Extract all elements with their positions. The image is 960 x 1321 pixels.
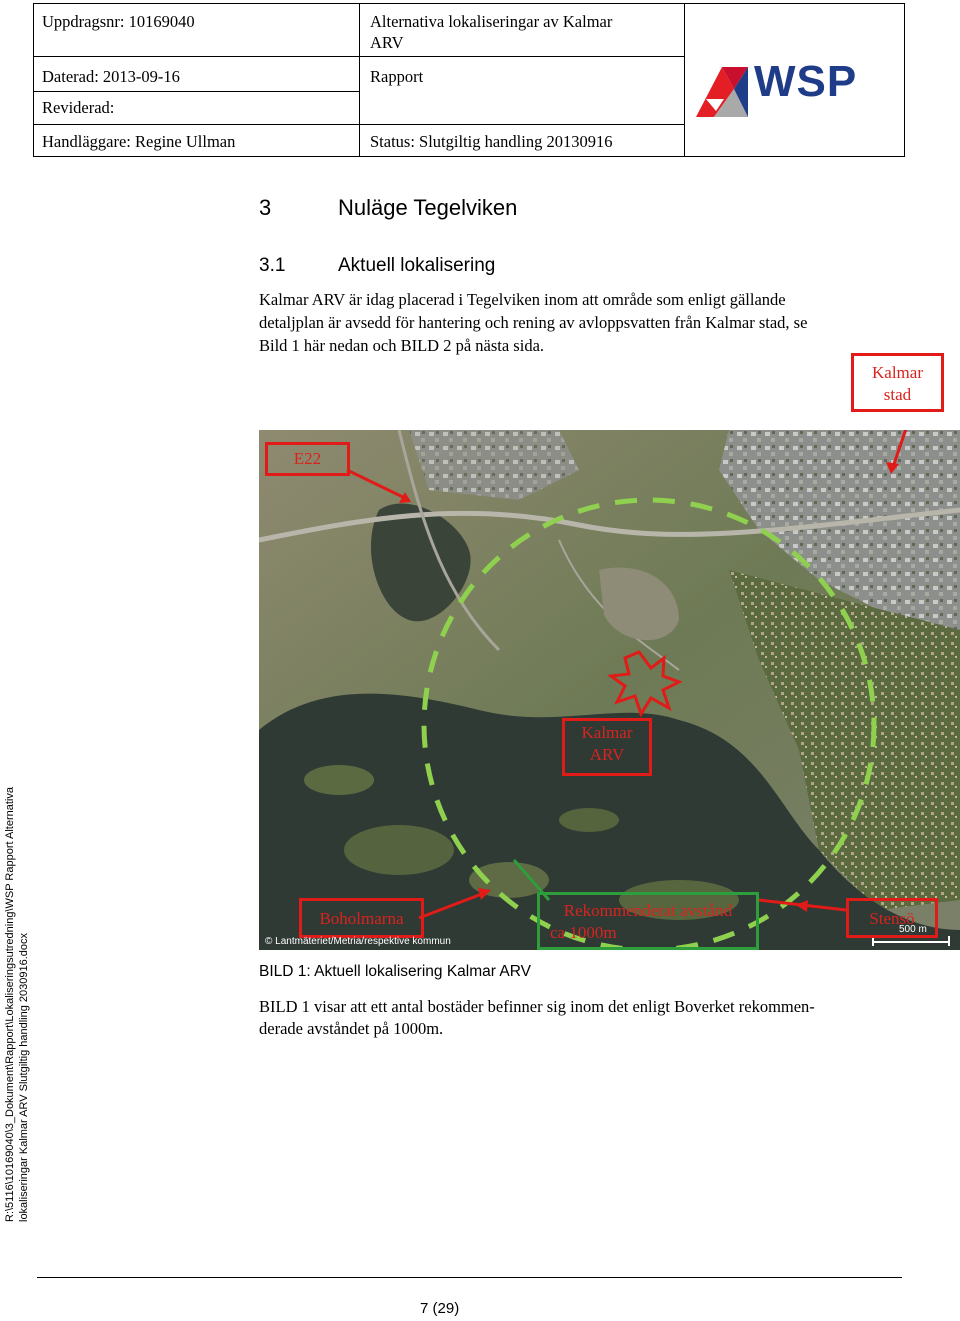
kalmar-arv-label-line: Kalmar (581, 723, 633, 742)
e22-label: E22 (293, 449, 322, 468)
file-path-line: lokaliseringar Kalmar ARV Slutgiltig handling 2030916.docx (18, 932, 30, 1222)
aerial-photo (259, 430, 960, 950)
header-divider (684, 4, 685, 156)
heading-1 (259, 195, 518, 221)
figure-caption: BILD 1: Aktuell lokalisering Kalmar ARV (259, 963, 531, 980)
wsp-logo-text: WSP (754, 57, 858, 106)
daterad: Daterad: 2013-09-16 (42, 67, 180, 86)
file-path-line: R:\5116\10169040\3_Dokument\Rapport\Lokaliseringsutredning\WSP Rapport Alternativa (4, 787, 16, 1222)
intro-line: detaljplan är avsedd för hantering och rening av avloppsvatten från Kalmar stad, se (259, 313, 808, 332)
intro-line: Kalmar ARV är idag placerad i Tegelviken inom att område som enligt gällande (259, 290, 786, 309)
report-title-line1: Alternativa lokaliseringar av Kalmar (370, 12, 613, 31)
rekommenderat-label-line: Rekommenderat avstånd (563, 901, 733, 920)
wsp-logo (694, 59, 869, 119)
conclusion-line: BILD 1 visar att ett antal bostäder befinner sig inom det enligt Boverket rekommen- (259, 997, 815, 1016)
header-divider (34, 91, 359, 92)
heading-2-text: Aktuell lokalisering (338, 255, 496, 276)
page-number: 7 (29) (420, 1300, 460, 1317)
heading-2 (259, 255, 496, 277)
status: Status: Slutgiltig handling 20130916 (370, 132, 613, 151)
kalmar-stad-label-line: stad (883, 385, 912, 404)
map-copyright: © Lantmäteriet/Metria/respektive kommun (265, 936, 451, 947)
rekommenderat-label (537, 900, 759, 944)
report-title-line2: ARV (370, 33, 404, 52)
kalmar-stad-label-line: Kalmar (872, 363, 923, 382)
footer-rule (37, 1277, 902, 1278)
heading-2-number: 3.1 (259, 255, 286, 276)
reviderad: Reviderad: (42, 98, 115, 117)
header-divider (359, 4, 360, 156)
stenso-label: Stensö (869, 909, 915, 928)
kalmar-arv-label-line: ARV (589, 745, 625, 764)
kalmar-arv-label (562, 722, 652, 766)
heading-1-number: 3 (259, 195, 272, 220)
heading-1-text: Nuläge Tegelviken (338, 195, 518, 220)
uppdragsnr: Uppdragsnr: 10169040 (42, 12, 195, 31)
aerial-map (259, 430, 960, 950)
map-scale: 500 m (899, 924, 927, 935)
handlaggare: Handläggare: Regine Ullman (42, 132, 236, 151)
header-table (33, 3, 905, 157)
kalmar-stad-label (851, 362, 944, 406)
boholmarna-label: Boholmarna (319, 909, 404, 928)
doc-type: Rapport (370, 67, 424, 86)
conclusion-line: derade avståndet på 1000m. (259, 1019, 444, 1038)
rekommenderat-label-line: ca 1000m (550, 923, 617, 942)
intro-line: Bild 1 här nedan och BILD 2 på nästa sida. (259, 336, 545, 355)
